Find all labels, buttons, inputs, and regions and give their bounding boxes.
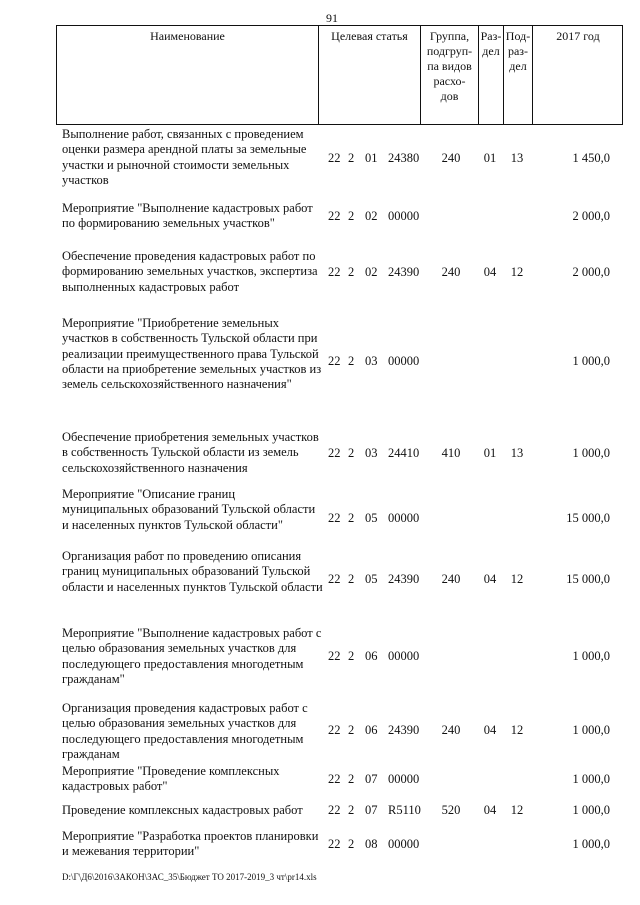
target-code-2: 2: [348, 649, 355, 663]
subsection-code: 12: [510, 803, 524, 817]
target-code-4: 24390: [388, 723, 420, 737]
amount-2017: 1 000,0: [572, 772, 610, 786]
section-code: 01: [483, 151, 497, 165]
target-code-1: 22: [328, 151, 341, 165]
row-name: Организация работ по проведению описания границ муниципальных образований Тульской области и населенных пунктов Тульской области: [62, 549, 323, 594]
subsection-code: 13: [510, 151, 524, 165]
target-code-1: 22: [328, 837, 341, 851]
amount-2017: 15 000,0: [566, 572, 610, 586]
target-code-4: 00000: [388, 511, 420, 525]
row-name: Мероприятие "Проведение комплексных кадастровых работ": [62, 764, 280, 794]
row-name: Обеспечение приобретения земельных участков в собственность Тульской области из земель сельскохозяйственного назначения: [62, 430, 319, 475]
target-code-3: 02: [365, 265, 378, 279]
target-code-2: 2: [348, 354, 355, 368]
target-code-2: 2: [348, 723, 355, 737]
header-expense-group: Группа, подгруп- па видов расхо- дов: [426, 29, 473, 103]
target-code-4: R5110: [388, 803, 421, 817]
section-code: 04: [483, 803, 497, 817]
target-code-1: 22: [328, 511, 341, 525]
expense-group: 520: [441, 803, 461, 817]
expense-group: 240: [441, 723, 461, 737]
amount-2017: 1 000,0: [572, 803, 610, 817]
target-code-1: 22: [328, 209, 341, 223]
page-number: 91: [326, 11, 338, 25]
target-code-2: 2: [348, 837, 355, 851]
target-code-1: 22: [328, 649, 341, 663]
target-code-3: 05: [365, 511, 378, 525]
expense-group: 240: [441, 572, 461, 586]
row-name: Мероприятие "Описание границ муниципальных образований Тульской области и населенных пунктов Тульской области": [62, 487, 316, 532]
subsection-code: 12: [510, 723, 524, 737]
section-code: 04: [483, 265, 497, 279]
header-subsection: Под- раз- дел: [505, 29, 531, 73]
target-code-3: 03: [365, 354, 378, 368]
target-code-4: 24390: [388, 572, 420, 586]
amount-2017: 15 000,0: [566, 511, 610, 525]
target-code-2: 2: [348, 265, 355, 279]
target-code-4: 24390: [388, 265, 420, 279]
target-code-3: 08: [365, 837, 378, 851]
expense-group: 240: [441, 265, 461, 279]
target-code-2: 2: [348, 209, 355, 223]
target-code-4: 00000: [388, 649, 420, 663]
target-code-1: 22: [328, 446, 341, 460]
subsection-code: 12: [510, 572, 524, 586]
target-code-1: 22: [328, 572, 341, 586]
target-code-4: 24380: [388, 151, 420, 165]
target-code-2: 2: [348, 803, 355, 817]
target-code-2: 2: [348, 151, 355, 165]
target-code-4: 00000: [388, 837, 420, 851]
subsection-code: 12: [510, 265, 524, 279]
section-code: 04: [483, 723, 497, 737]
file-path-footer: D:\Г\Д6\2016\ЗАКОН\ЗАС_35\Бюджет ТО 2017-2019_3 чт\pr14.xls: [62, 872, 317, 882]
row-name: Выполнение работ, связанных с проведением оценки размера арендной платы за земельные участки и рыночной стоимости земельных участков: [62, 127, 307, 187]
header-section: Раз- дел: [480, 29, 502, 58]
expense-group: 410: [441, 446, 461, 460]
target-code-2: 2: [348, 511, 355, 525]
header-year: 2017 год: [556, 29, 600, 43]
expense-group: 240: [441, 151, 461, 165]
target-code-1: 22: [328, 803, 341, 817]
amount-2017: 1 450,0: [572, 151, 610, 165]
target-code-2: 2: [348, 572, 355, 586]
row-name: Обеспечение проведения кадастровых работ по формированию земельных участков, экспертиза выполненных кадастровых работ: [62, 249, 318, 294]
target-code-1: 22: [328, 723, 341, 737]
header-target-article: Целевая статья: [331, 29, 408, 43]
row-name: Мероприятие "Приобретение земельных участков в собственность Тульской области при реализации преимущественного права Тульской области на приобретение земельных участков из земель сельскохозяйственного назначения": [62, 316, 322, 392]
amount-2017: 1 000,0: [572, 649, 610, 663]
target-code-1: 22: [328, 354, 341, 368]
amount-2017: 1 000,0: [572, 354, 610, 368]
target-code-3: 05: [365, 572, 378, 586]
target-code-4: 00000: [388, 209, 420, 223]
amount-2017: 1 000,0: [572, 837, 610, 851]
target-code-3: 01: [365, 151, 378, 165]
row-name: Организация проведения кадастровых работ с целью образования земельных участков для последующего предоставления многодетным гражданам: [62, 701, 308, 761]
row-name: Мероприятие "Выполнение кадастровых работ с целью образования земельных участков для последующего предоставления многодетным гражданам": [62, 626, 322, 686]
target-code-4: 24410: [388, 446, 420, 460]
target-code-1: 22: [328, 265, 341, 279]
amount-2017: 2 000,0: [572, 265, 610, 279]
section-code: 04: [483, 572, 497, 586]
row-name: Мероприятие "Разработка проектов планировки и межевания территории": [62, 829, 319, 859]
subsection-code: 13: [510, 446, 524, 460]
target-code-3: 03: [365, 446, 378, 460]
target-code-3: 02: [365, 209, 378, 223]
row-name: Проведение комплексных кадастровых работ: [62, 803, 303, 817]
amount-2017: 2 000,0: [572, 209, 610, 223]
target-code-3: 07: [365, 772, 378, 786]
target-code-4: 00000: [388, 354, 420, 368]
target-code-2: 2: [348, 446, 355, 460]
target-code-3: 06: [365, 649, 378, 663]
table-header: [56, 25, 623, 125]
header-name: Наименование: [150, 29, 225, 43]
target-code-4: 00000: [388, 772, 420, 786]
target-code-3: 07: [365, 803, 378, 817]
section-code: 01: [483, 446, 497, 460]
row-name: Мероприятие "Выполнение кадастровых работ по формированию земельных участков": [62, 201, 313, 231]
target-code-3: 06: [365, 723, 378, 737]
target-code-2: 2: [348, 772, 355, 786]
target-code-1: 22: [328, 772, 341, 786]
amount-2017: 1 000,0: [572, 723, 610, 737]
amount-2017: 1 000,0: [572, 446, 610, 460]
